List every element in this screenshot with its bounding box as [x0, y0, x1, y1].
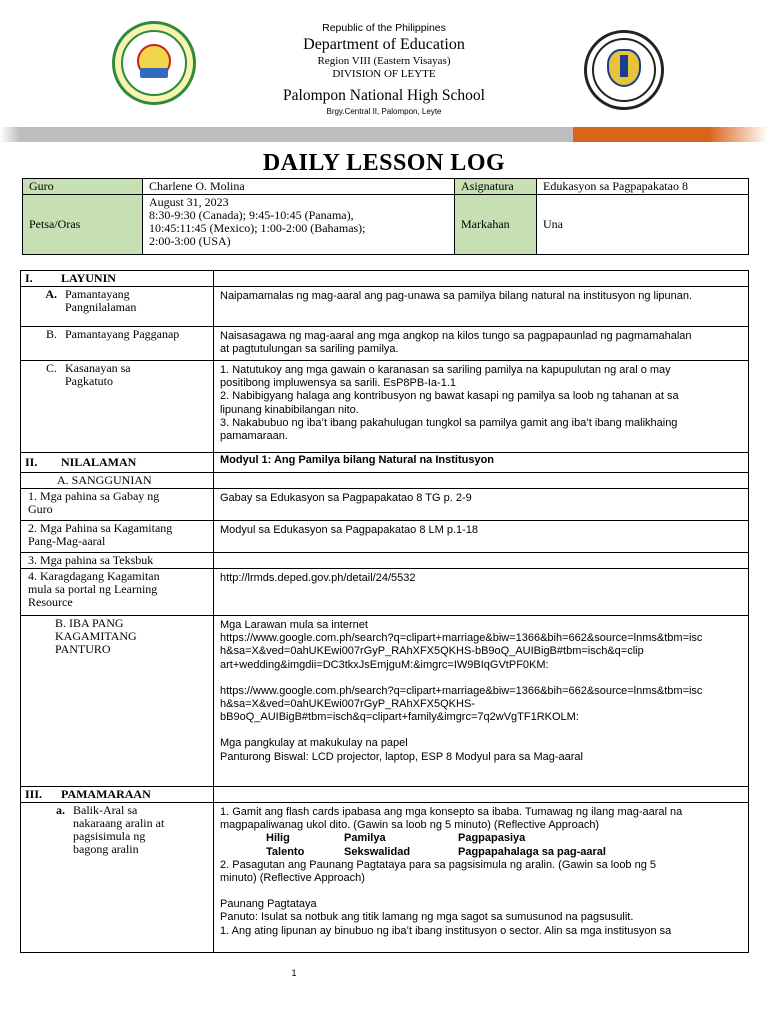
iba-pang-label	[21, 616, 214, 787]
petsa-time: 10:45:11:45 (Mexico); 1:00-2:00 (Bahamas);	[149, 221, 366, 235]
region-line: Region VIII (Eastern Visayas)	[317, 55, 451, 67]
karagdagang-link[interactable]: http://lrmds.deped.gov.ph/detail/24/5532	[214, 569, 749, 616]
table-row	[21, 473, 749, 489]
table-row	[21, 569, 749, 616]
guro-value: Charlene O. Molina	[143, 179, 455, 195]
url-line: art+wedding&imgdii=DC3tkxJsEmjguM:&imgrc=IW9BIqGVtPF0KM:	[220, 658, 549, 671]
keyword: Pagpapahalaga sa pag-aaral	[458, 845, 606, 858]
department-line: Department of Education	[303, 36, 465, 53]
section-number: II.	[25, 455, 38, 469]
label-line: Pagkatuto	[65, 374, 113, 388]
section-label: NILALAMAN	[61, 455, 137, 469]
petsa-time: 2:00-3:00 (USA)	[149, 234, 231, 248]
module-title: Modyul 1: Ang Pamilya bilang Natural na Institusyon	[214, 453, 749, 473]
division-line: DIVISION OF LEYTE	[332, 68, 436, 80]
pamantayang-pagganap-label	[21, 327, 214, 361]
pamantayang-pagganap-content	[214, 327, 749, 361]
table-row	[21, 271, 749, 287]
item-letter: A.	[45, 287, 57, 301]
instructions-line: Panuto: Isulat sa notbuk ang titik lamang ng mga sagot sa sumusunod na pagsusulit.	[220, 911, 634, 924]
pretest-heading: Paunang Pagtataya	[220, 898, 317, 911]
pamamaraan-heading	[21, 787, 214, 803]
pamantayang-nilalaman-label	[21, 287, 214, 327]
document-title: DAILY LESSON LOG	[262, 150, 506, 176]
materials-heading: Mga Larawan mula sa internet	[220, 619, 368, 631]
visual-aids-line: Panturong Biswal: LCD projector, laptop, ESP 8 Modyul para sa Mag-aaral	[220, 750, 583, 763]
markahan-label: Markahan	[455, 195, 537, 255]
label-line: KAGAMITANG	[55, 629, 137, 643]
markahan-value: Una	[537, 195, 749, 255]
label-line: Resource	[28, 595, 73, 609]
table-row	[21, 327, 749, 361]
petsa-date: August 31, 2023	[149, 195, 229, 209]
item-letter: C.	[45, 361, 57, 375]
table-row	[21, 287, 749, 327]
label-line: mula sa portal ng Learning	[28, 582, 158, 596]
content-line: Naisasagawa ng mag-aaral ang mga angkop na kilos tungo sa pagpapaunlad ng pagmamahalan	[220, 330, 692, 342]
table-row	[21, 787, 749, 803]
layunin-heading	[21, 271, 214, 287]
petsa-value	[143, 195, 455, 255]
table-row	[21, 489, 749, 521]
content-line: 1. Natutukoy ang mga gawain o karanasan sa sariling pamilya na kapupulutan ng aral o may	[220, 364, 671, 376]
school-address: Brgy.Central II, Palompon, Leyte	[326, 107, 442, 116]
section-number: III.	[25, 787, 43, 801]
content-line: lipunang kinabibilangan nito.	[220, 403, 359, 416]
keyword: Pagpapasiya	[458, 832, 526, 845]
item-letter: B.	[45, 327, 57, 341]
label-line: Pangnilalaman	[65, 300, 137, 314]
label-line: Balik-Aral sa	[73, 803, 138, 817]
teksbuk-label: 3. Mga pahina sa Teksbuk	[21, 553, 214, 569]
table-row	[21, 453, 749, 473]
section-number: I.	[25, 271, 33, 285]
kagamitang-content: Modyul sa Edukasyon sa Pagpapakatao 8 LM p.1-18	[214, 521, 749, 553]
keyword: Pamilya	[344, 832, 386, 845]
label-line: pagsisimula ng	[73, 829, 146, 843]
school-name: Palompon National High School	[283, 87, 485, 104]
label-line: Pamantayang Pagganap	[65, 327, 180, 341]
label-line: Kasanayan sa	[65, 361, 131, 375]
table-row	[21, 361, 749, 453]
balik-aral-label	[21, 803, 214, 953]
guro-label: Guro	[23, 179, 143, 195]
label-line: Pang-Mag-aaral	[28, 534, 106, 548]
info-table	[22, 178, 749, 255]
sanggunian-label: A. SANGGUNIAN	[21, 473, 214, 489]
image-link-1[interactable]	[220, 632, 742, 672]
kasanayan-content	[214, 361, 749, 453]
gray-divider-bar	[0, 127, 573, 142]
table-row	[21, 803, 749, 953]
keyword-row	[220, 832, 742, 845]
teksbuk-content	[214, 553, 749, 569]
lesson-table	[20, 270, 749, 953]
url-line: h&sa=X&ved=0ahUKEwi007rGyP_RAhXFX5QKHS-bB9oQ_AUIBigB#tbm=isch&q=clip	[220, 645, 644, 658]
petsa-time: 8:30-9:30 (Canada); 9:45-10:45 (Panama),	[149, 208, 354, 222]
keyword: Hilig	[266, 832, 290, 845]
orange-divider-bar	[573, 127, 768, 142]
petsa-label: Petsa/Oras	[23, 195, 143, 255]
label-line: 4. Karagdagang Kagamitan	[28, 569, 160, 583]
balik-aral-content	[214, 803, 749, 953]
table-row	[21, 616, 749, 787]
table-row	[21, 521, 749, 553]
label-line: nakaraang aralin at	[73, 816, 165, 830]
section-label: LAYUNIN	[61, 271, 116, 285]
content-line: 3. Nakabubuo ng iba’t ibang pakahulugan tungkol sa pamilya gamit ang iba’t ibang malikhaing	[220, 416, 678, 429]
image-link-2[interactable]	[220, 685, 742, 725]
kagamitang-label	[21, 521, 214, 553]
content-line: magpapaliwanag ukol dito. (Gawin sa loob ng 5 minuto) (Reflective Approach)	[220, 819, 600, 832]
content-line: pamamaraan.	[220, 430, 288, 443]
url-line: https://www.google.com.ph/search?q=clipart+marriage&biw=1366&bih=662&source=lnms&tbm=isc	[220, 684, 703, 697]
label-line: 2. Mga Pahina sa Kagamitang	[28, 521, 173, 535]
content-line: 1. Gamit ang flash cards ipabasa ang mga konsepto sa ibaba. Tumawag ng ilang mag-aaral na	[220, 806, 683, 818]
table-row	[21, 553, 749, 569]
label-line: Guro	[28, 502, 53, 516]
url-line: https://www.google.com.ph/search?q=clipart+marriage&biw=1366&bih=662&source=lnms&tbm=isc	[220, 632, 703, 645]
nilalaman-heading	[21, 453, 214, 473]
question-line: 1. Ang ating lipunan ay binubuo ng iba’t ibang institusyon o sector. Alin sa mga institusyon sa	[220, 924, 672, 937]
section-label: PAMAMARAAN	[61, 787, 151, 801]
label-line: B. IBA PANG	[55, 616, 124, 630]
kasanayan-label	[21, 361, 214, 453]
keyword: Talento	[266, 845, 305, 858]
republic-line: Republic of the Philippines	[322, 22, 446, 34]
url-line: bB9oQ_AUIBigB#tbm=isch&q=clipart+family&imgrc=7q2wVgTF1RKOLM:	[220, 711, 579, 724]
pamantayang-nilalaman-content: Naipamamalas ng mag-aaral ang pag-unawa sa pamilya bilang natural na institusyon ng lipunan.	[214, 287, 749, 327]
content-line: positibong impluwensya sa sarili. EsP8PB-Ia-1.1	[220, 377, 457, 390]
gabay-guro-label	[21, 489, 214, 521]
asignatura-value: Edukasyon sa Pagpapakatao 8	[537, 179, 749, 195]
content-line: 2. Pasagutan ang Paunang Pagtataya para sa pagsisimula ng aralin. (Gawin sa loob ng 5	[220, 858, 657, 871]
content-line: 2. Nabibigyang halaga ang kontribusyon ng bawat kasapi ng pamilya sa loob ng tahanan at sa	[220, 390, 679, 403]
page-number: 1	[291, 968, 297, 978]
iba-pang-content	[214, 616, 749, 787]
keyword-row	[220, 846, 742, 859]
url-line: h&sa=X&ved=0ahUKEwi007rGyP_RAhXFX5QKHS-	[220, 698, 475, 711]
item-letter: a.	[56, 803, 65, 817]
label-line: bagong aralin	[73, 842, 139, 856]
keyword: Sekswalidad	[344, 845, 411, 858]
karagdagang-label	[21, 569, 214, 616]
content-line: at pagtutulungan sa sariling pamilya.	[220, 343, 399, 356]
content-line: minuto) (Reflective Approach)	[220, 872, 365, 885]
asignatura-label: Asignatura	[455, 179, 537, 195]
materials-line: Mga pangkulay at makukulay na papel	[220, 737, 408, 750]
label-line: Pamantayang	[65, 287, 130, 301]
label-line: 1. Mga pahina sa Gabay ng	[28, 489, 160, 503]
label-line: PANTURO	[55, 642, 111, 656]
gabay-guro-content: Gabay sa Edukasyon sa Pagpapakatao 8 TG p. 2-9	[214, 489, 749, 521]
